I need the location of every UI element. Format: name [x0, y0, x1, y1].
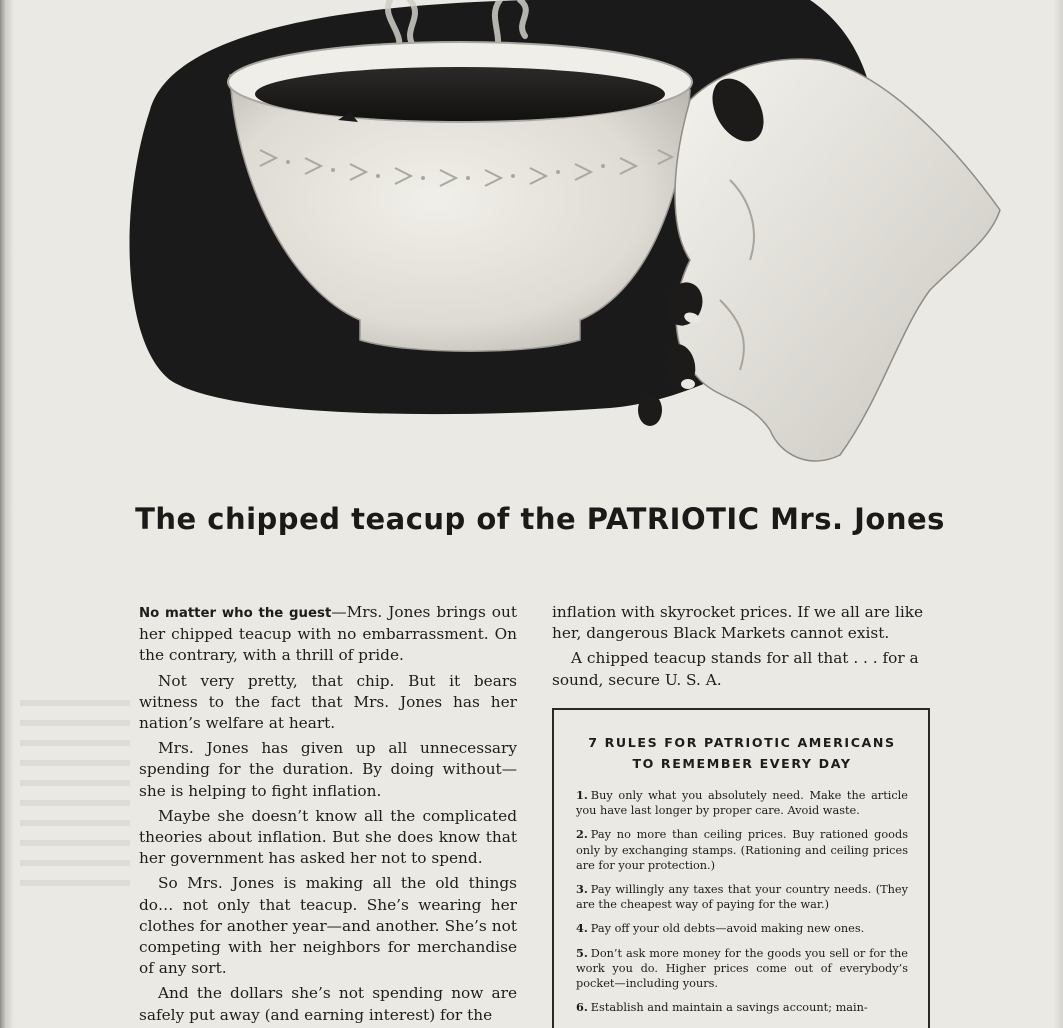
lead-in: No matter who the guest [139, 606, 332, 621]
rule-number: 2. [576, 827, 588, 842]
rules-title-line: TO REMEMBER EVERY DAY [632, 756, 852, 771]
show-through-print [20, 700, 130, 900]
rule-text: Buy only what you absolutely need. Make the article you have last longer by proper care. Avoid waste. [576, 789, 908, 818]
rules-box [552, 708, 930, 1028]
body-paragraph: inflation with skyrocket prices. If we all are like her, dangerous Black Markets cannot exist. [552, 603, 924, 643]
body-paragraph: Mrs. Jones has given up all unnecessary spending for the duration. By doing without—she is helping to fight inflation. [139, 739, 517, 800]
rule-item [576, 882, 908, 912]
tea-surface [255, 67, 665, 121]
rule-text: Establish and maintain a savings account; main- [590, 1001, 868, 1015]
rules-title [576, 732, 908, 774]
body-text: —Mrs. Jones brings out her chipped teacup with no embarrassment. On the contrary, with a thrill of pride. [139, 603, 517, 665]
body-column-right [552, 602, 932, 695]
page-edge-right [1053, 0, 1063, 1028]
rule-number: 4. [576, 921, 588, 936]
rule-text: Pay off your old debts—avoid making new ones. [590, 922, 865, 936]
rule-item [576, 788, 908, 818]
page-edge-left [0, 0, 14, 1028]
rule-item [576, 1000, 908, 1015]
rule-text: Pay no more than ceiling prices. Buy rationed goods only by exchanging stamps. (Rationing and ceiling prices are for your protection.) [576, 828, 908, 872]
teacup-illustration [110, 0, 1010, 470]
body-paragraph [139, 602, 517, 667]
rules-title-line: 7 RULES FOR PATRIOTIC AMERICANS [588, 735, 896, 750]
ad-headline: The chipped teacup of the PATRIOTIC Mrs. Jones [135, 502, 945, 536]
rule-number: 1. [576, 788, 588, 802]
rule-item [576, 946, 908, 992]
rule-number: 6. [576, 1000, 588, 1015]
rule-number: 5. [576, 945, 588, 960]
body-paragraph: So Mrs. Jones is making all the old things do… not only that teacup. She’s wearing her clothes for another year—and another. She’s not competing with her neighbors for merchandise of any sort. [139, 874, 517, 978]
body-paragraph: A chipped teacup stands for all that . . . for a sound, secure U. S. A. [552, 649, 919, 689]
rule-text: Pay willingly any taxes that your country needs. (They are the cheapest way of paying for the war.) [576, 883, 908, 912]
body-paragraph: Maybe she doesn’t know all the complicated theories about inflation. But she does know that her government has asked her not to spend. [139, 806, 517, 868]
body-paragraph: And the dollars she’s not spending now are safely put away (and earning interest) for the [139, 984, 517, 1024]
rule-item [576, 827, 908, 873]
body-paragraph: Not very pretty, that chip. But it bears witness to the fact that Mrs. Jones has her nation’s welfare at heart. [139, 671, 517, 733]
body-column-left [139, 602, 517, 1028]
rule-item [576, 921, 908, 936]
rule-number: 3. [576, 882, 588, 897]
rule-text: Don’t ask more money for the goods you sell or for the work you do. Higher prices come out of everybody’s pocket—including yours. [576, 946, 908, 991]
